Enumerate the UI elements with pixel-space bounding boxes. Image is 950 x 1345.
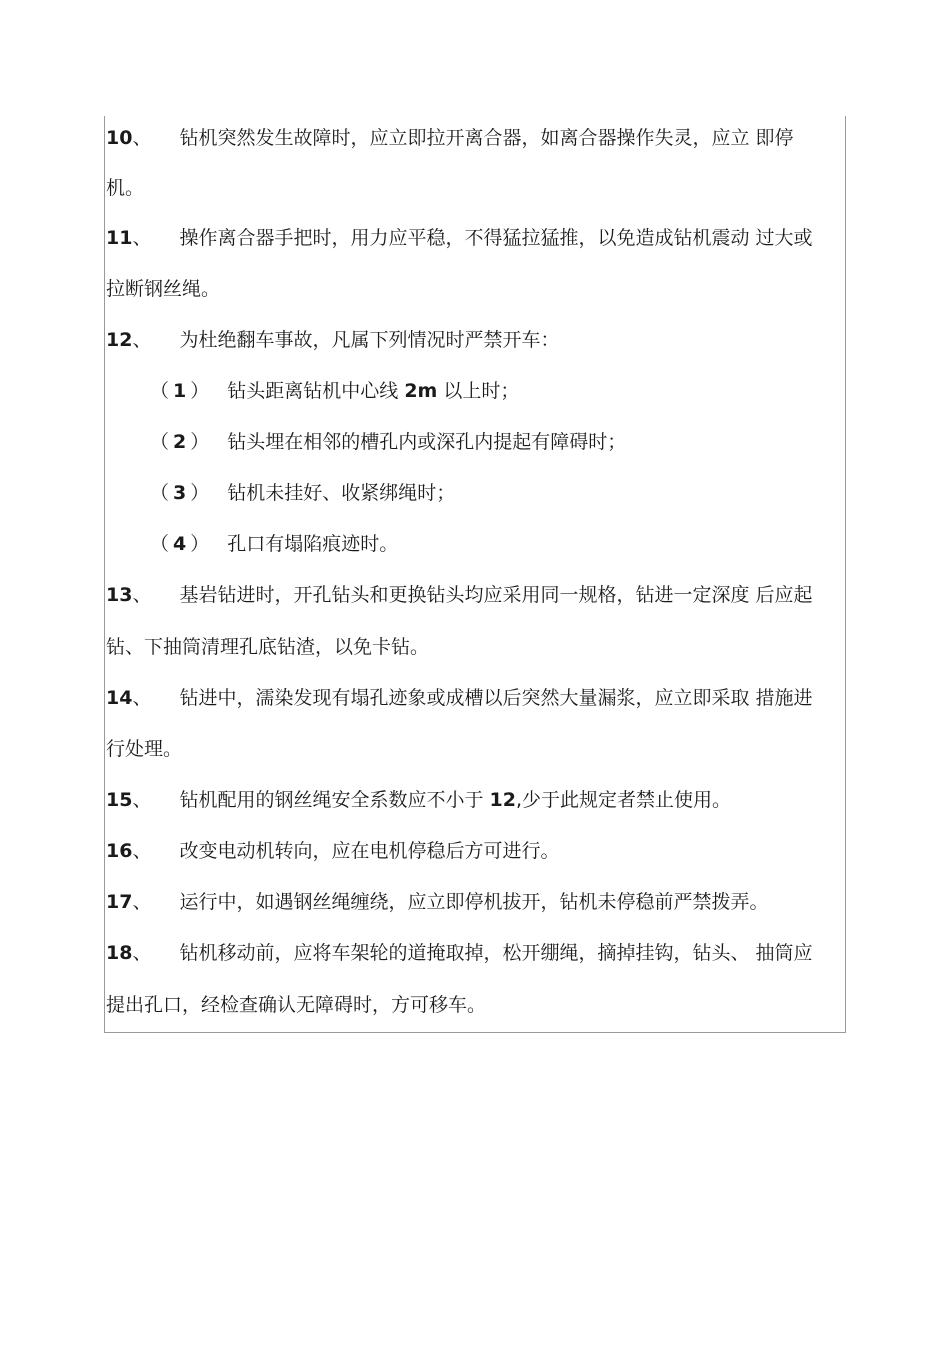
- item-text: 改变电动机转向，应在电机停稳后方可进行。: [179, 840, 560, 862]
- item-text: 基岩钻进时，开孔钻头和更换钻头均应采用同一规格，钻进一定深度 后应起: [179, 584, 813, 606]
- item-separator: 、: [132, 584, 152, 606]
- item-separator: 、: [132, 127, 152, 149]
- sub-item-3: [150, 476, 890, 510]
- sub-item-text: 钻头埋在相邻的槽孔内或深孔内提起有障碍时；: [227, 431, 627, 453]
- item-text: 行处理。: [106, 738, 183, 760]
- item-number: 12: [106, 329, 133, 351]
- item-separator: 、: [132, 687, 152, 709]
- item-separator: 、: [132, 789, 152, 811]
- list-item-14: [106, 681, 846, 715]
- sub-item-close-paren: ）: [190, 533, 210, 555]
- item-text: 钻、下抽筒清理孔底钻渣，以免卡钻。: [106, 636, 430, 658]
- sub-item-number: 4: [173, 533, 187, 555]
- list-item-12: [106, 323, 846, 357]
- sub-item-text: 钻头距离钻机中心线: [227, 380, 405, 402]
- sub-item-text-end: 以上时；: [437, 380, 520, 402]
- sub-item-close-paren: ）: [190, 431, 210, 453]
- sub-item-2: [150, 425, 890, 459]
- sub-item-4: [150, 527, 890, 561]
- sub-item-number: 1: [173, 380, 187, 402]
- item-number: 15: [106, 789, 133, 811]
- list-item-16: [106, 834, 846, 868]
- sub-item-number: 2: [173, 431, 187, 453]
- sub-item-close-paren: ）: [190, 380, 210, 402]
- list-item-13-continued: [106, 630, 846, 664]
- item-text: 提出孔口，经检查确认无障碍时，方可移车。: [106, 994, 487, 1016]
- sub-item-text: 钻机未挂好、收紧绑绳时；: [227, 482, 456, 504]
- list-item-10-continued: [106, 171, 846, 205]
- item-text: 钻机配用的钢丝绳安全系数应不小于: [179, 789, 490, 811]
- item-number: 16: [106, 840, 133, 862]
- item-text: 操作离合器手把时，用力应平稳，不得猛拉猛推，以免造成钻机震动 过大或: [179, 227, 813, 249]
- item-text: 钻机移动前，应将车架轮的道掩取掉，松开绷绳，摘掉挂钩，钻头、 抽筒应: [179, 942, 813, 964]
- sub-item-1: [150, 374, 890, 408]
- list-item-11: [106, 221, 846, 255]
- list-item-15: [106, 783, 846, 817]
- item-text: 运行中，如遇钢丝绳缠绕，应立即停机拔开，钻机未停稳前严禁拨弄。: [179, 891, 769, 913]
- list-item-13: [106, 578, 846, 612]
- sub-item-open-paren: （: [150, 380, 170, 402]
- item-text: 钻机突然发生故障时，应立即拉开离合器，如离合器操作失灵，应立 即停: [179, 127, 794, 149]
- item-number: 18: [106, 942, 133, 964]
- item-text-end: ,少于此规定者禁止使用。: [515, 789, 732, 811]
- item-number: 14: [106, 687, 133, 709]
- list-item-17: [106, 885, 846, 919]
- list-item-10: [106, 121, 846, 155]
- list-item-11-continued: [106, 272, 846, 306]
- item-bold-value: 12: [489, 789, 516, 811]
- sub-item-open-paren: （: [150, 431, 170, 453]
- item-separator: 、: [132, 227, 152, 249]
- item-separator: 、: [132, 840, 152, 862]
- item-separator: 、: [132, 329, 152, 351]
- item-separator: 、: [132, 891, 152, 913]
- item-text: 拉断钢丝绳。: [106, 278, 221, 300]
- item-number: 10: [106, 127, 133, 149]
- item-number: 13: [106, 584, 133, 606]
- sub-item-number: 3: [173, 482, 187, 504]
- sub-item-close-paren: ）: [190, 482, 210, 504]
- item-text: 机。: [106, 177, 145, 199]
- sub-item-open-paren: （: [150, 533, 170, 555]
- sub-item-open-paren: （: [150, 482, 170, 504]
- item-separator: 、: [132, 942, 152, 964]
- list-item-18: [106, 936, 846, 970]
- list-item-18-continued: [106, 988, 846, 1022]
- item-number: 11: [106, 227, 133, 249]
- sub-item-text: 孔口有塌陷痕迹时。: [227, 533, 399, 555]
- sub-item-bold-value: 2m: [404, 380, 438, 402]
- item-text: 为杜绝翻车事故，凡属下列情况时严禁开车：: [179, 329, 560, 351]
- list-item-14-continued: [106, 732, 846, 766]
- item-number: 17: [106, 891, 133, 913]
- item-text: 钻进中，濡染发现有塌孔迹象或成槽以后突然大量漏浆，应立即采取 措施进: [179, 687, 813, 709]
